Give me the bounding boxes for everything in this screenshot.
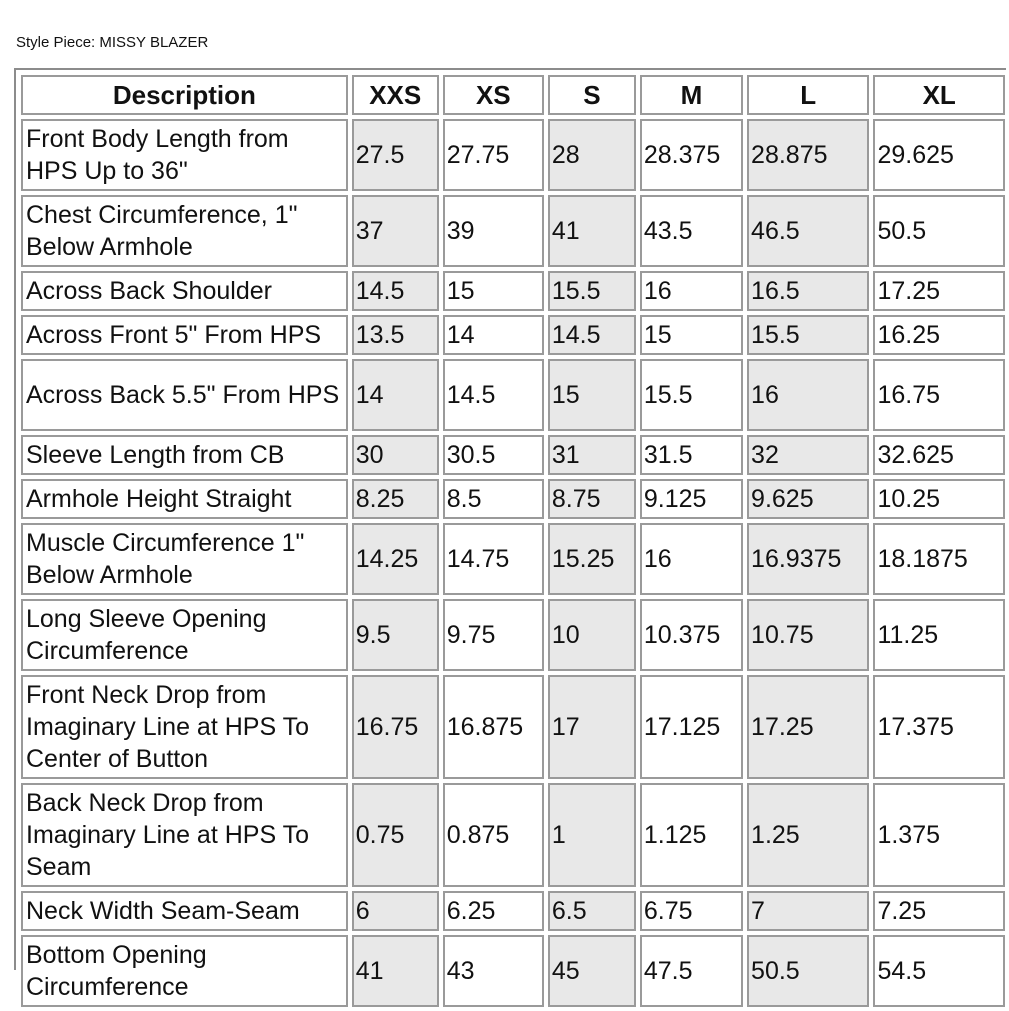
cell-xxs: 37 bbox=[352, 195, 439, 267]
cell-s: 15 bbox=[548, 359, 636, 431]
cell-xl: 29.625 bbox=[873, 119, 1005, 191]
cell-xs: 14 bbox=[443, 315, 544, 355]
table-row bbox=[21, 195, 1005, 267]
cell-xxs: 6 bbox=[352, 891, 439, 931]
cell-m: 47.5 bbox=[640, 935, 743, 1007]
column-header-l: L bbox=[747, 75, 869, 115]
style-piece-title: Style Piece: MISSY BLAZER bbox=[16, 34, 209, 51]
cell-l: 16.5 bbox=[747, 271, 869, 311]
cell-m: 15 bbox=[640, 315, 743, 355]
table-row bbox=[21, 675, 1005, 779]
cell-m: 15.5 bbox=[640, 359, 743, 431]
cell-xs: 16.875 bbox=[443, 675, 544, 779]
cell-xl: 10.25 bbox=[873, 479, 1005, 519]
cell-l: 16 bbox=[747, 359, 869, 431]
row-description: Muscle Circumference 1" Below Armhole bbox=[21, 523, 348, 595]
table-row bbox=[21, 523, 1005, 595]
cell-l: 15.5 bbox=[747, 315, 869, 355]
table-row bbox=[21, 783, 1005, 887]
cell-l: 17.25 bbox=[747, 675, 869, 779]
cell-xxs: 14.25 bbox=[352, 523, 439, 595]
cell-xxs: 30 bbox=[352, 435, 439, 475]
cell-m: 1.125 bbox=[640, 783, 743, 887]
cell-xxs: 41 bbox=[352, 935, 439, 1007]
cell-xxs: 16.75 bbox=[352, 675, 439, 779]
cell-m: 9.125 bbox=[640, 479, 743, 519]
cell-l: 16.9375 bbox=[747, 523, 869, 595]
table-row bbox=[21, 891, 1005, 931]
cell-s: 15.5 bbox=[548, 271, 636, 311]
cell-s: 1 bbox=[548, 783, 636, 887]
column-header-description: Description bbox=[21, 75, 348, 115]
cell-xs: 14.5 bbox=[443, 359, 544, 431]
row-description: Sleeve Length from CB bbox=[21, 435, 348, 475]
row-description: Back Neck Drop from Imaginary Line at HPS To Seam bbox=[21, 783, 348, 887]
cell-xxs: 9.5 bbox=[352, 599, 439, 671]
header-row bbox=[21, 75, 1005, 115]
cell-xxs: 13.5 bbox=[352, 315, 439, 355]
cell-s: 10 bbox=[548, 599, 636, 671]
row-description: Long Sleeve Opening Circumference bbox=[21, 599, 348, 671]
cell-s: 31 bbox=[548, 435, 636, 475]
column-header-xl: XL bbox=[873, 75, 1005, 115]
cell-s: 15.25 bbox=[548, 523, 636, 595]
cell-m: 17.125 bbox=[640, 675, 743, 779]
cell-xl: 50.5 bbox=[873, 195, 1005, 267]
cell-xs: 39 bbox=[443, 195, 544, 267]
column-header-m: M bbox=[640, 75, 743, 115]
cell-xxs: 27.5 bbox=[352, 119, 439, 191]
cell-xs: 15 bbox=[443, 271, 544, 311]
cell-xs: 14.75 bbox=[443, 523, 544, 595]
column-header-xxs: XXS bbox=[352, 75, 439, 115]
cell-xl: 16.75 bbox=[873, 359, 1005, 431]
table-row bbox=[21, 935, 1005, 1007]
cell-xs: 27.75 bbox=[443, 119, 544, 191]
size-spec-table-container bbox=[14, 68, 1006, 1001]
column-header-s: S bbox=[548, 75, 636, 115]
cell-m: 16 bbox=[640, 271, 743, 311]
cell-xxs: 0.75 bbox=[352, 783, 439, 887]
row-description: Bottom Opening Circumference bbox=[21, 935, 348, 1007]
row-description: Chest Circumference, 1" Below Armhole bbox=[21, 195, 348, 267]
cell-s: 17 bbox=[548, 675, 636, 779]
cell-l: 10.75 bbox=[747, 599, 869, 671]
cell-xs: 8.5 bbox=[443, 479, 544, 519]
table-row bbox=[21, 119, 1005, 191]
cell-m: 6.75 bbox=[640, 891, 743, 931]
cell-xl: 16.25 bbox=[873, 315, 1005, 355]
cell-m: 31.5 bbox=[640, 435, 743, 475]
cell-l: 7 bbox=[747, 891, 869, 931]
cell-xxs: 8.25 bbox=[352, 479, 439, 519]
cell-xl: 18.1875 bbox=[873, 523, 1005, 595]
cell-xxs: 14.5 bbox=[352, 271, 439, 311]
row-description: Front Neck Drop from Imaginary Line at HPS To Center of Button bbox=[21, 675, 348, 779]
cell-xs: 43 bbox=[443, 935, 544, 1007]
cell-xl: 32.625 bbox=[873, 435, 1005, 475]
column-header-xs: XS bbox=[443, 75, 544, 115]
cell-l: 32 bbox=[747, 435, 869, 475]
table-row bbox=[21, 271, 1005, 311]
table-row bbox=[21, 435, 1005, 475]
cell-s: 8.75 bbox=[548, 479, 636, 519]
cell-s: 6.5 bbox=[548, 891, 636, 931]
cell-xs: 6.25 bbox=[443, 891, 544, 931]
table-row bbox=[21, 359, 1005, 431]
cell-l: 1.25 bbox=[747, 783, 869, 887]
cell-l: 28.875 bbox=[747, 119, 869, 191]
cell-m: 10.375 bbox=[640, 599, 743, 671]
table-row bbox=[21, 315, 1005, 355]
cell-s: 41 bbox=[548, 195, 636, 267]
row-description: Across Back Shoulder bbox=[21, 271, 348, 311]
cell-xs: 0.875 bbox=[443, 783, 544, 887]
cell-m: 16 bbox=[640, 523, 743, 595]
size-spec-table bbox=[17, 71, 1009, 1011]
cell-xs: 30.5 bbox=[443, 435, 544, 475]
cell-l: 46.5 bbox=[747, 195, 869, 267]
cell-xxs: 14 bbox=[352, 359, 439, 431]
cell-s: 14.5 bbox=[548, 315, 636, 355]
cell-s: 28 bbox=[548, 119, 636, 191]
cell-l: 50.5 bbox=[747, 935, 869, 1007]
cell-xl: 11.25 bbox=[873, 599, 1005, 671]
row-description: Neck Width Seam-Seam bbox=[21, 891, 348, 931]
table-row bbox=[21, 479, 1005, 519]
table-row bbox=[21, 599, 1005, 671]
table-body bbox=[21, 119, 1005, 1007]
cell-m: 28.375 bbox=[640, 119, 743, 191]
row-description: Front Body Length from HPS Up to 36" bbox=[21, 119, 348, 191]
cell-l: 9.625 bbox=[747, 479, 869, 519]
row-description: Across Front 5" From HPS bbox=[21, 315, 348, 355]
cell-xl: 17.375 bbox=[873, 675, 1005, 779]
cell-xl: 54.5 bbox=[873, 935, 1005, 1007]
cell-xl: 1.375 bbox=[873, 783, 1005, 887]
row-description: Across Back 5.5" From HPS bbox=[21, 359, 348, 431]
cell-xl: 17.25 bbox=[873, 271, 1005, 311]
cell-xl: 7.25 bbox=[873, 891, 1005, 931]
cell-s: 45 bbox=[548, 935, 636, 1007]
cell-xs: 9.75 bbox=[443, 599, 544, 671]
row-description: Armhole Height Straight bbox=[21, 479, 348, 519]
cell-m: 43.5 bbox=[640, 195, 743, 267]
